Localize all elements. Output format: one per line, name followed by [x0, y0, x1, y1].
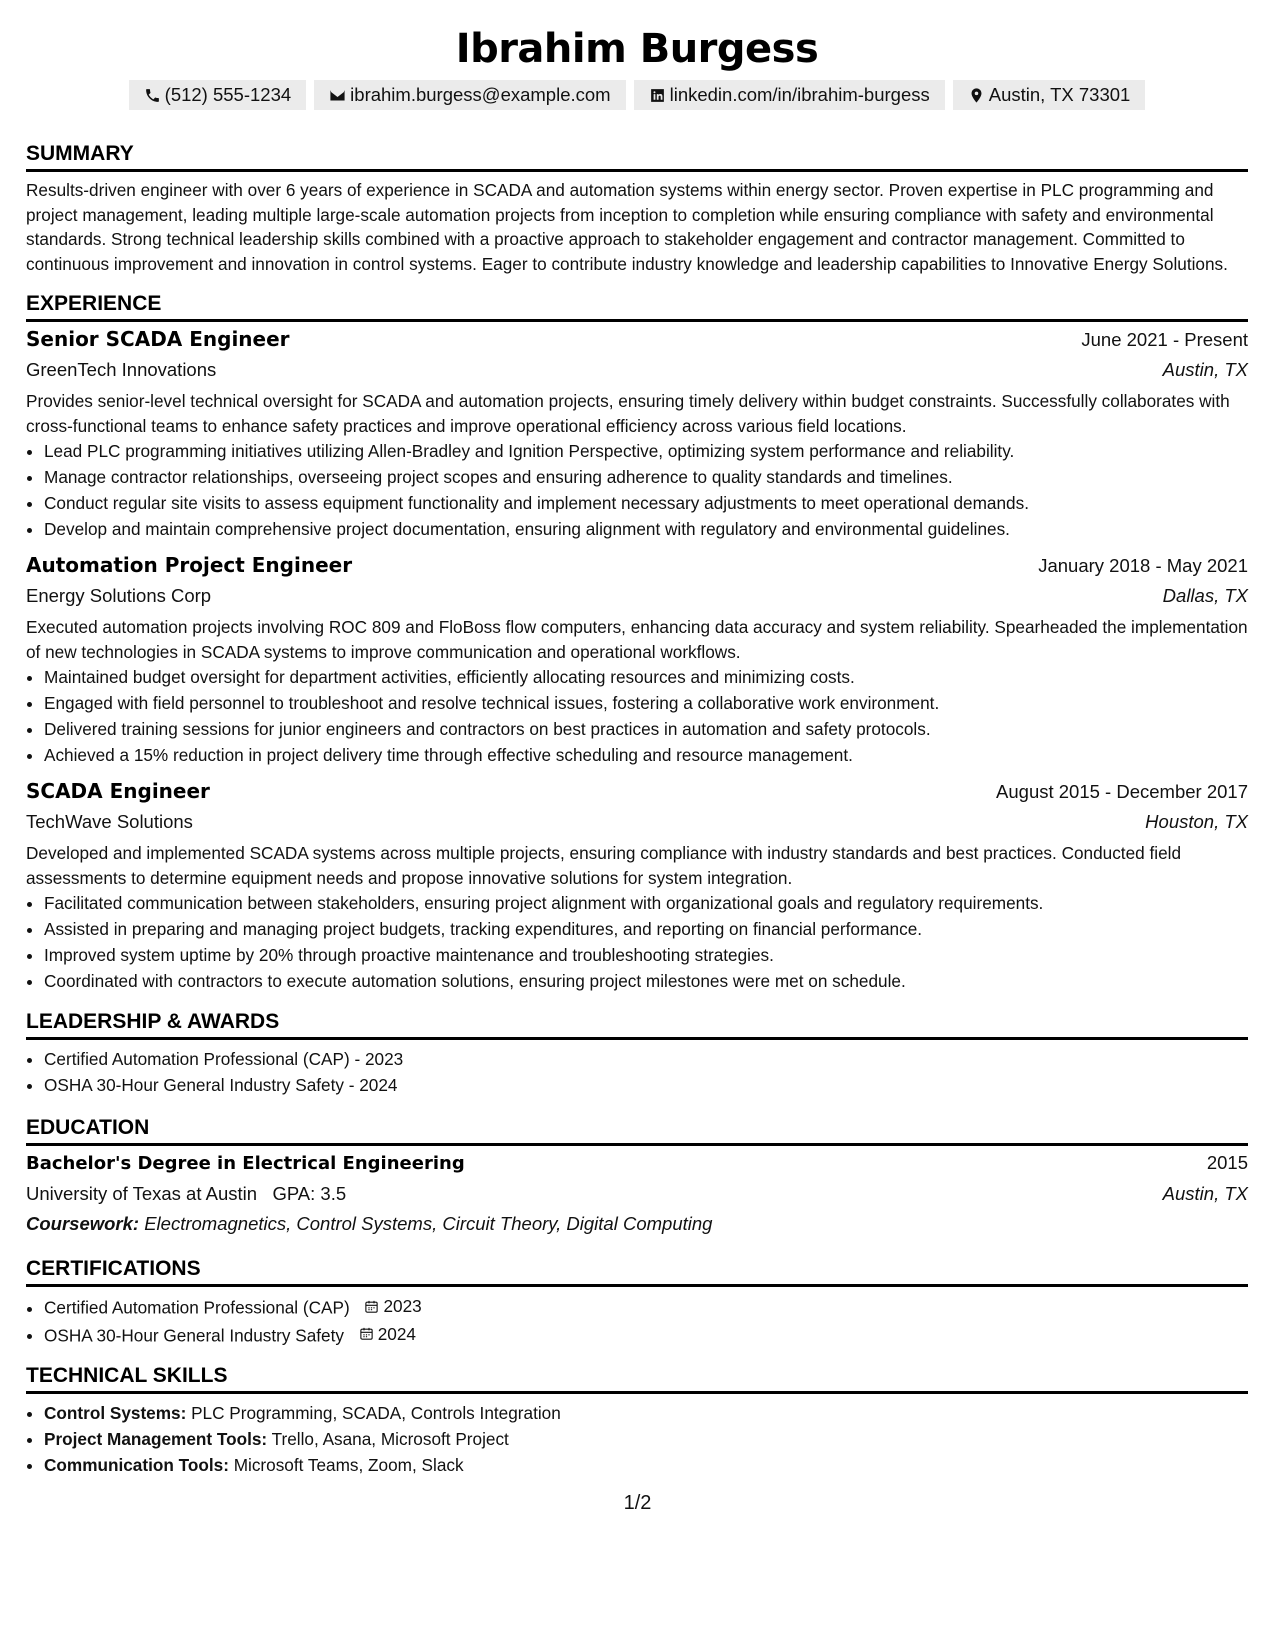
job-entry	[26, 324, 1248, 542]
linkedin-text: linkedin.com/in/ibrahim-burgess	[669, 84, 930, 105]
education-degree: Bachelor's Degree in Electrical Engineering	[26, 1153, 465, 1174]
section-title-certifications: CERTIFICATIONS	[26, 1255, 1248, 1287]
job-title: Automation Project Engineer	[26, 553, 353, 577]
phone-icon	[144, 87, 161, 104]
job-bullets	[26, 438, 1248, 542]
contact-bar	[26, 80, 1248, 110]
job-entry	[26, 550, 1248, 768]
candidate-name: Ibrahim Burgess	[455, 26, 819, 72]
job-description: Executed automation projects involving ROC 809 and FloBoss flow computers, enhancing data accuracy and system reliability. Spearheaded the implementation of new technologies in SCADA systems to improve communication and operational workflows.	[26, 617, 1248, 662]
certifications-list	[26, 1293, 1248, 1348]
calendar-icon	[359, 1326, 374, 1341]
skills-list	[26, 1400, 1248, 1478]
list-item: • Improved system uptime by 20% through proactive maintenance and troubleshooting strategies.	[44, 942, 1248, 968]
list-item	[44, 1293, 1248, 1321]
list-item: • Facilitated communication between stakeholders, ensuring project alignment with organizational goals and regulatory requirements.	[44, 890, 1248, 916]
map-pin-icon	[968, 87, 985, 104]
job-bullets	[26, 664, 1248, 768]
linkedin-icon	[649, 87, 666, 104]
cert-name: Certified Automation Professional (CAP)	[44, 1297, 350, 1318]
section-title-summary: SUMMARY	[26, 140, 1248, 172]
contact-linkedin[interactable]	[634, 80, 945, 110]
calendar-icon	[364, 1299, 379, 1314]
awards-section	[26, 1008, 1248, 1098]
list-item: • Certified Automation Professional (CAP) - 2023	[44, 1046, 1248, 1072]
education-year: 2015	[1206, 1152, 1248, 1173]
list-item	[44, 1321, 1248, 1349]
job-dates: August 2015 - December 2017	[996, 781, 1248, 802]
skill-label: Project Management Tools:	[44, 1429, 268, 1449]
list-item: • Assisted in preparing and managing project budgets, tracking expenditures, and reporting on financial performance.	[44, 916, 1248, 942]
job-company: Energy Solutions Corp	[26, 585, 212, 606]
list-item: • Conduct regular site visits to assess equipment functionality and implement necessary adjustments to meet operational demands.	[44, 490, 1248, 516]
list-item: • Delivered training sessions for junior engineers and contractors on best practices in automation and safety protocols.	[44, 716, 1248, 742]
list-item: • Engaged with field personnel to troubleshoot and resolve technical issues, fostering a collaborative work environment.	[44, 690, 1248, 716]
job-location: Austin, TX	[1162, 359, 1248, 380]
list-item: • OSHA 30-Hour General Industry Safety - 2024	[44, 1072, 1248, 1098]
contact-email[interactable]	[314, 80, 625, 110]
job-company: TechWave Solutions	[26, 811, 193, 832]
job-company: GreenTech Innovations	[26, 359, 217, 380]
email-text: ibrahim.burgess@example.com	[350, 84, 611, 105]
list-item: • Achieved a 15% reduction in project delivery time through effective scheduling and resource management.	[44, 742, 1248, 768]
awards-list	[26, 1046, 1248, 1098]
coursework-label: Coursework:	[26, 1213, 140, 1234]
phone-text: (512) 555-1234	[164, 84, 292, 105]
summary-section	[26, 140, 1248, 276]
skill-label: Control Systems:	[44, 1403, 187, 1423]
cert-year: 2024	[377, 1323, 416, 1344]
cert-name: OSHA 30-Hour General Industry Safety	[44, 1325, 344, 1345]
skill-value: Microsoft Teams, Zoom, Slack	[233, 1455, 464, 1475]
list-item: • Maintained budget oversight for department activities, efficiently allocating resources and minimizing costs.	[44, 664, 1248, 690]
section-title-experience: EXPERIENCE	[26, 290, 1248, 322]
experience-section	[26, 290, 1248, 994]
job-location: Houston, TX	[1145, 811, 1248, 832]
list-item	[44, 1426, 1248, 1452]
education-school-line	[26, 1179, 346, 1209]
education-location: Austin, TX	[1162, 1183, 1248, 1204]
job-description: Provides senior-level technical oversight for SCADA and automation projects, ensuring timely delivery within budget constraints. Successfully collaborates with cross-functional teams to enhance safety practices and improve operational efficiency across various field locations.	[26, 391, 1230, 436]
contact-phone[interactable]	[129, 80, 307, 110]
education-coursework	[26, 1209, 1248, 1239]
coursework-text: Electromagnetics, Control Systems, Circuit Theory, Digital Computing	[144, 1213, 713, 1234]
job-title: SCADA Engineer	[26, 779, 210, 803]
section-title-awards: LEADERSHIP & AWARDS	[26, 1008, 1248, 1040]
envelope-icon	[329, 87, 346, 104]
contact-location	[953, 80, 1146, 110]
job-description: Developed and implemented SCADA systems across multiple projects, ensuring compliance with industry standards and best practices. Conducted field assessments to determine equipment needs and propose innovative solutions for system integration.	[26, 843, 1182, 888]
summary-text: Results-driven engineer with over 6 years of experience in SCADA and automation systems within energy sector. Proven expertise in PLC programming and project management, leading multiple large-scale automation projects from inception to completion while ensuring compliance with safety and environmental standards. Strong technical leadership skills combined with a proactive approach to stakeholder engagement and contractor management. Committed to continuous improvement and innovation in control systems. Eager to contribute industry knowledge and leadership capabilities to Innovative Energy Solutions.	[26, 180, 1228, 274]
list-item: • Manage contractor relationships, overseeing project scopes and ensuring adherence to quality standards and timelines.	[44, 464, 1248, 490]
cert-date	[364, 1293, 421, 1319]
list-item: • Develop and maintain comprehensive project documentation, ensuring alignment with regulatory and environmental guidelines.	[44, 516, 1248, 542]
page-number: 1/2	[623, 1492, 652, 1514]
job-dates: January 2018 - May 2021	[1038, 555, 1248, 576]
list-item	[44, 1452, 1248, 1478]
section-title-skills: TECHNICAL SKILLS	[26, 1362, 1248, 1394]
job-bullets	[26, 890, 1248, 994]
skill-value: PLC Programming, SCADA, Controls Integration	[191, 1403, 561, 1423]
section-title-education: EDUCATION	[26, 1114, 1248, 1146]
skills-section	[26, 1362, 1248, 1478]
cert-date	[359, 1321, 416, 1347]
cert-year: 2023	[383, 1296, 422, 1316]
skill-label: Communication Tools:	[44, 1455, 229, 1475]
education-section	[26, 1114, 1248, 1239]
certifications-section	[26, 1255, 1248, 1348]
job-title: Senior SCADA Engineer	[26, 327, 290, 351]
job-dates: June 2021 - Present	[1081, 329, 1248, 350]
education-school: University of Texas at Austin	[26, 1183, 258, 1204]
list-item	[44, 1400, 1248, 1426]
job-entry	[26, 776, 1248, 994]
list-item: • Coordinated with contractors to execute automation solutions, ensuring project milestones were met on schedule.	[44, 968, 1248, 994]
skill-value: Trello, Asana, Microsoft Project	[271, 1429, 509, 1449]
location-text: Austin, TX 73301	[988, 84, 1131, 105]
education-gpa: GPA: 3.5	[272, 1183, 347, 1204]
job-location: Dallas, TX	[1162, 585, 1248, 606]
list-item: • Lead PLC programming initiatives utilizing Allen-Bradley and Ignition Perspective, optimizing system performance and reliability.	[44, 438, 1248, 464]
